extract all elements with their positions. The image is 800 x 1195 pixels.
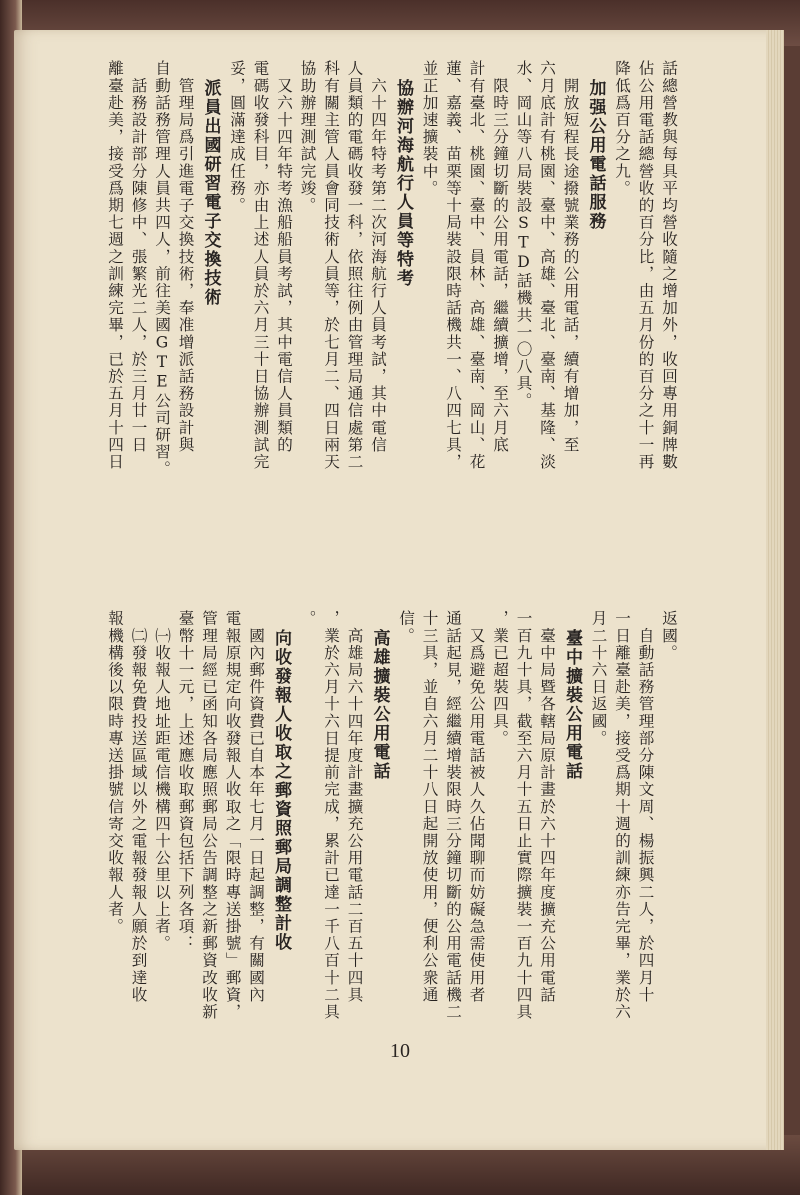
text-column: 限時三分鐘切斷的公用電話，繼續擴增，至六月底 bbox=[491, 60, 509, 454]
text-column: 人員類的電碼收發一科，依照往例由管理局通信處第二 bbox=[345, 60, 364, 471]
text-column: 六十四年特考第二次河海航行人員考試，其中電信 bbox=[369, 60, 387, 454]
text-column: 國內郵件資費已自本年七月一日起調整，有關國內 bbox=[247, 610, 265, 1004]
section-heading: 向收發報人收取之郵資照郵局調整計收 bbox=[271, 610, 291, 952]
text-column: 臺幣十一元，上述應收取郵資包括下列各項： bbox=[176, 610, 195, 952]
text-column: 自動話務管理部分陳文周、楊振興二人，於四月十 bbox=[636, 610, 655, 1004]
text-column: ，業已超裝四具。 bbox=[491, 610, 509, 747]
text-column: 高雄局六十四年度計畫擴充公用電話二百五十四具 bbox=[345, 610, 364, 1004]
text-column: 協助辦理測試完竣。 bbox=[298, 60, 317, 214]
text-column: 報機構後以限時專送掛號信寄交收報人者。 bbox=[106, 610, 124, 935]
page-edge bbox=[766, 30, 784, 1150]
text-column: 又爲避免公用電話被人久佔聞聊而妨礙急需使用者 bbox=[467, 610, 486, 1004]
text-column: 蓮、嘉義、苗栗等十局裝設限時話機共一、八四七具， bbox=[444, 60, 462, 471]
text-column: 妥，圓滿達成任務。 bbox=[228, 60, 246, 214]
text-column: 電碼收發科目，亦由上述人員於六月三十日協辦測試完 bbox=[251, 60, 270, 471]
text-column: 信。 bbox=[397, 610, 415, 645]
text-column: 佔公用電話總營收的百分比，由五月份的百分之十一再 bbox=[636, 60, 655, 471]
text-column: 話務設計部分陳修中、張繁光二人，於三月廿一日 bbox=[129, 60, 148, 454]
text-column: 通話起見，經繼續增裝限時三分鐘切斷的公用電話機二 bbox=[444, 610, 462, 1021]
text-column: 管理局爲引進電子交換技術，奉准增派話務設計與 bbox=[176, 60, 195, 454]
section-heading: 高雄擴裝公用電話 bbox=[369, 610, 390, 781]
text-column: 自動話務管理人員共四人，前往美國GTE公司研習。 bbox=[153, 60, 171, 478]
top-text-section bbox=[105, 60, 680, 595]
section-heading: 臺中擴裝公用電話 bbox=[562, 610, 582, 781]
text-column: 並正加速擴裝中。 bbox=[420, 60, 439, 197]
text-column: 電報原規定向收發報人收取之「限時專送掛號」郵資， bbox=[223, 610, 242, 1021]
text-column: 科有關主管人員會同技術人員等，於七月二、四日兩天 bbox=[322, 60, 340, 471]
text-column: 水、岡山等八局裝設STD話機共一〇八具。 bbox=[514, 60, 533, 410]
text-column: 一日離臺赴美，接受爲期十週的訓練亦告完畢，業於六 bbox=[613, 610, 631, 1021]
text-column: 一百九十具，截至六月十五日止實際擴裝一百九十四具 bbox=[514, 610, 533, 1021]
text-column: 臺中局暨各轄局原計畫於六十四年度擴充公用電話 bbox=[538, 610, 556, 1004]
text-column: 離臺赴美，接受爲期七週之訓練完畢，已於五月十四日 bbox=[106, 60, 124, 471]
page-number: 10 bbox=[390, 1040, 410, 1062]
text-column: 返國。 bbox=[660, 610, 678, 662]
section-heading: 加强公用電話服務 bbox=[585, 60, 606, 231]
text-column: 又六十四年特考漁船船員考試，其中電信人員類的 bbox=[275, 60, 293, 454]
section-heading: 協辦河海航行人員等特考 bbox=[393, 60, 413, 288]
text-column: ㈠收報人地址距電信機構四十公里以上者。 bbox=[153, 610, 171, 952]
text-column: 計有臺北、桃園、臺中、員林、高雄、臺南、岡山、花 bbox=[467, 60, 486, 471]
text-column: 十三具，並自六月二十八日起開放使用，便利公衆通 bbox=[420, 610, 439, 1004]
text-column: 降低爲百分之九。 bbox=[613, 60, 631, 197]
bottom-text-section bbox=[105, 610, 680, 1030]
text-column: ，業於六月十六日提前完成，累計已達一千八百十二具 bbox=[322, 610, 340, 1021]
text-column: 管理局經已函知各局應照郵局公告調整之新郵資改收新 bbox=[200, 610, 218, 1021]
text-column: 話總營教與每具平均營收隨之增加外，收回專用銅牌數 bbox=[660, 60, 678, 471]
text-column: 月二十六日返國。 bbox=[589, 610, 608, 747]
text-column: 。 bbox=[298, 610, 317, 628]
text-column: 開放短程長途撥號業務的公用電話，續有增加，至 bbox=[561, 60, 580, 454]
text-column: ㈡發報免費投送區域以外之電報發報人願於到達收 bbox=[129, 610, 148, 1004]
section-heading: 派員出國研習電子交換技術 bbox=[200, 60, 221, 307]
text-column: 六月底計有桃園、臺中、高雄、臺北、臺南、基隆、淡 bbox=[538, 60, 556, 471]
